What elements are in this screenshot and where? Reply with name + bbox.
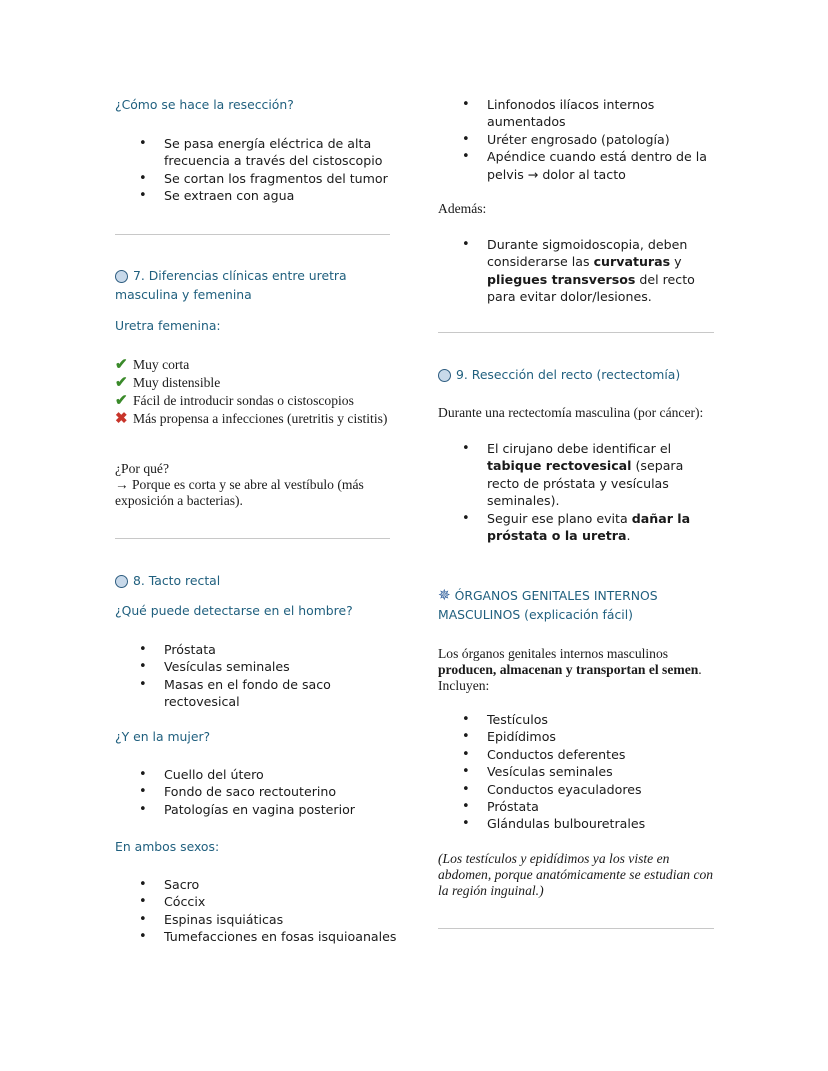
rectal-findings-list [438, 96, 714, 183]
list-item: • Epidídimos [438, 728, 714, 745]
divider [438, 332, 714, 333]
list-item: • Fondo de saco rectouterino [115, 783, 390, 800]
man-list [115, 641, 390, 711]
section-heading-8: 8. Tacto rectal [115, 571, 390, 590]
divider [115, 538, 390, 539]
list-item: • Masas en el fondo de saco rectovesical [115, 676, 390, 711]
divider [115, 234, 390, 235]
circle-icon [115, 575, 128, 588]
question-man: ¿Qué puede detectarse en el hombre? [115, 603, 353, 618]
list-item: • Próstata [438, 798, 714, 815]
list-item: ✔ Muy distensible [115, 375, 221, 391]
cross-icon: ✖ [115, 411, 128, 427]
list-item: • Conductos deferentes [438, 746, 714, 763]
list-item: • Vesículas seminales [438, 763, 714, 780]
circle-icon [438, 369, 451, 382]
question-woman: ¿Y en la mujer? [115, 729, 211, 744]
list-item: • Glándulas bulbouretrales [438, 815, 714, 832]
list-item: • Linfonodos ilíacos internos aumentados [438, 96, 714, 131]
section-heading-9: 9. Resección del recto (rectectomía) [438, 365, 714, 384]
question-both: En ambos sexos: [115, 839, 220, 854]
list-item: • Próstata [115, 641, 390, 658]
list-item: • Sacro [115, 876, 390, 893]
list-item: ✔ Muy corta [115, 357, 190, 373]
organs-list [438, 711, 714, 833]
section-heading-organs: ✵ ÓRGANOS GENITALES INTERNOS MASCULINOS (explicación fácil) [438, 586, 658, 622]
resection-list [115, 135, 390, 205]
question-resection: ¿Cómo se hace la resección? [115, 97, 294, 112]
list-item: ✖ Más propensa a infecciones (uretritis y cistitis) [115, 411, 388, 427]
list-item: • Se cortan los fragmentos del tumor [115, 170, 390, 187]
list-item: • Se pasa energía eléctrica de alta frecuencia a través del cistoscopio [115, 135, 390, 170]
check-icon: ✔ [115, 357, 128, 373]
why-answer: → Porque es corta y se abre al vestíbulo (más exposición a bacterias). [115, 477, 364, 508]
list-item: ✔ Fácil de introducir sondas o cistoscopios [115, 393, 354, 409]
list-item: • Cuello del útero [115, 766, 390, 783]
why-question: ¿Por qué? [115, 461, 169, 476]
list-item: • Espinas isquiáticas [115, 911, 390, 928]
list-item: • Seguir ese plano evita dañar la próstata o la uretra. [438, 510, 714, 545]
check-icon: ✔ [115, 393, 128, 409]
list-item: • Testículos [438, 711, 714, 728]
rectectomy-intro: Durante una rectectomía masculina (por cáncer): [438, 405, 704, 420]
list-item: • Tumefacciones en fosas isquioanales [115, 928, 390, 945]
circle-icon [115, 270, 128, 283]
list-item: • Cóccix [115, 893, 390, 910]
subheading-female-urethra: Uretra femenina: [115, 318, 221, 333]
both-list [115, 876, 397, 946]
woman-list [115, 766, 390, 818]
check-list [115, 357, 390, 427]
list-item: • Durante sigmoidoscopia, deben considerarse las curvaturas y pliegues transversos del recto para evitar dolor/lesiones. [438, 236, 714, 306]
list-item: • Uréter engrosado (patología) [438, 131, 714, 148]
list-item: • Vesículas seminales [115, 658, 390, 675]
sigmoidoscopy-list [438, 236, 714, 306]
check-icon: ✔ [115, 375, 128, 391]
divider [438, 928, 714, 929]
list-item: • Conductos eyaculadores [438, 781, 714, 798]
rectectomy-list [438, 440, 714, 544]
list-item: • Apéndice cuando está dentro de la pelvis → dolor al tacto [438, 148, 714, 183]
section-heading-7: 7. Diferencias clínicas entre uretra masculina y femenina [115, 268, 347, 302]
organs-intro: Los órganos genitales internos masculinos producen, almacenan y transportan el semen. Incluyen: [438, 646, 702, 693]
gear-icon: ✵ [438, 586, 451, 604]
ademas-label: Además: [438, 201, 487, 216]
list-item: • Se extraen con agua [115, 187, 390, 204]
list-item: • Patologías en vagina posterior [115, 801, 390, 818]
list-item: • El cirujano debe identificar el tabique rectovesical (separa recto de próstata y vesículas seminales). [438, 440, 714, 510]
note: (Los testículos y epidídimos ya los viste en abdomen, porque anatómicamente se estudian con la región inguinal.) [438, 851, 714, 898]
